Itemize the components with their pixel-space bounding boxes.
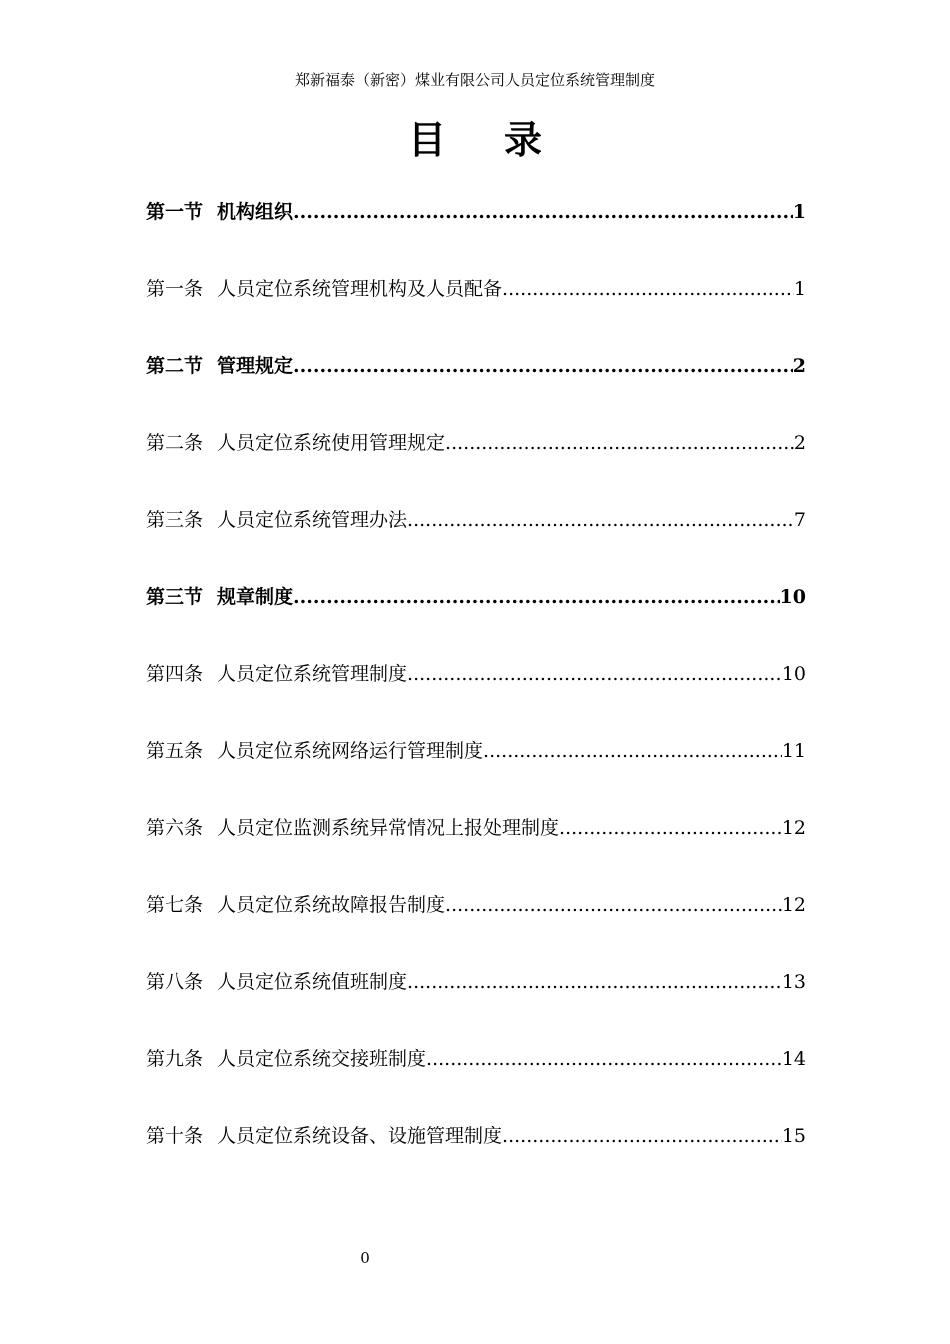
toc-entry-label: 人员定位系统设备、设施管理制度 (217, 1125, 503, 1147)
toc-entry-number: 第十条 (146, 1125, 204, 1147)
toc-entry-number: 第七条 (146, 894, 204, 916)
toc-leader-dots (483, 733, 782, 769)
toc-entry-page: 15 (781, 1125, 806, 1147)
toc-entry-label: 管理规定 (217, 355, 294, 377)
page-number: 0 (360, 1249, 370, 1267)
toc-leader-dots (293, 194, 793, 230)
toc-leader-dots (445, 425, 794, 461)
toc-entry-page: 14 (781, 1048, 806, 1070)
toc-entry-page: 2 (793, 432, 806, 454)
toc-entry-page: 10 (781, 663, 806, 685)
toc-entry-page: 12 (781, 894, 806, 916)
toc-entry-label: 人员定位监测系统异常情况上报处理制度 (217, 817, 560, 839)
toc-entry-number: 第四条 (146, 663, 204, 685)
toc-entry-label: 人员定位系统交接班制度 (217, 1048, 427, 1070)
toc-entry-number: 第一节 (146, 201, 204, 223)
toc-entry-number: 第三条 (146, 509, 204, 531)
toc-entry-page: 10 (779, 586, 806, 608)
toc-entry-article-10[interactable] (146, 1118, 806, 1195)
toc-entry-page: 12 (781, 817, 806, 839)
toc-entry-label: 人员定位系统值班制度 (217, 971, 408, 993)
toc-leader-dots (293, 348, 793, 384)
toc-leader-dots (502, 1118, 782, 1154)
toc-entry-article-1[interactable] (146, 271, 806, 348)
toc-entry-article-8[interactable] (146, 964, 806, 1041)
toc-entry-article-3[interactable] (146, 502, 806, 579)
toc-entry-page: 1 (792, 201, 806, 223)
toc-entry-article-4[interactable] (146, 656, 806, 733)
toc-leader-dots (559, 810, 782, 846)
toc-entry-page: 13 (781, 971, 806, 993)
toc-entry-number: 第二条 (146, 432, 204, 454)
toc-leader-dots (502, 271, 794, 307)
toc-entry-page: 7 (793, 509, 806, 531)
toc-entry-label: 机构组织 (217, 201, 294, 223)
toc-leader-dots (445, 887, 782, 923)
toc-entry-label: 人员定位系统故障报告制度 (217, 894, 446, 916)
toc-entry-article-2[interactable] (146, 425, 806, 502)
toc-entry-number: 第三节 (146, 586, 204, 608)
toc-leader-dots (293, 579, 780, 615)
toc-entry-label: 人员定位系统使用管理规定 (217, 432, 446, 454)
toc-heading: 目录 (407, 118, 600, 162)
toc-entry-number: 第八条 (146, 971, 204, 993)
toc-entry-number: 第一条 (146, 278, 204, 300)
toc-entry-article-7[interactable] (146, 887, 806, 964)
document-header: 郑新福泰（新密）煤业有限公司人员定位系统管理制度 (294, 71, 655, 89)
toc-entry-label: 人员定位系统管理办法 (217, 509, 408, 531)
toc-entry-number: 第六条 (146, 817, 204, 839)
toc-entry-article-9[interactable] (146, 1041, 806, 1118)
toc-entry-section-3[interactable] (146, 579, 806, 656)
toc-entry-article-5[interactable] (146, 733, 806, 810)
toc-entry-article-6[interactable] (146, 810, 806, 887)
toc-entry-number: 第二节 (146, 355, 204, 377)
toc-entry-page: 2 (792, 355, 806, 377)
toc-leader-dots (407, 656, 782, 692)
toc-entry-label: 人员定位系统管理机构及人员配备 (217, 278, 503, 300)
toc-leader-dots (407, 964, 782, 1000)
toc-entry-page: 11 (781, 740, 806, 762)
toc-leader-dots (407, 502, 794, 538)
toc-leader-dots (426, 1041, 782, 1077)
toc-entry-number: 第九条 (146, 1048, 204, 1070)
toc-entry-section-1[interactable] (146, 194, 806, 271)
table-of-contents (146, 194, 806, 1195)
toc-entry-section-2[interactable] (146, 348, 806, 425)
toc-entry-label: 人员定位系统网络运行管理制度 (217, 740, 484, 762)
toc-entry-label: 人员定位系统管理制度 (217, 663, 408, 685)
toc-entry-label: 规章制度 (217, 586, 294, 608)
toc-entry-number: 第五条 (146, 740, 204, 762)
toc-entry-page: 1 (793, 278, 806, 300)
